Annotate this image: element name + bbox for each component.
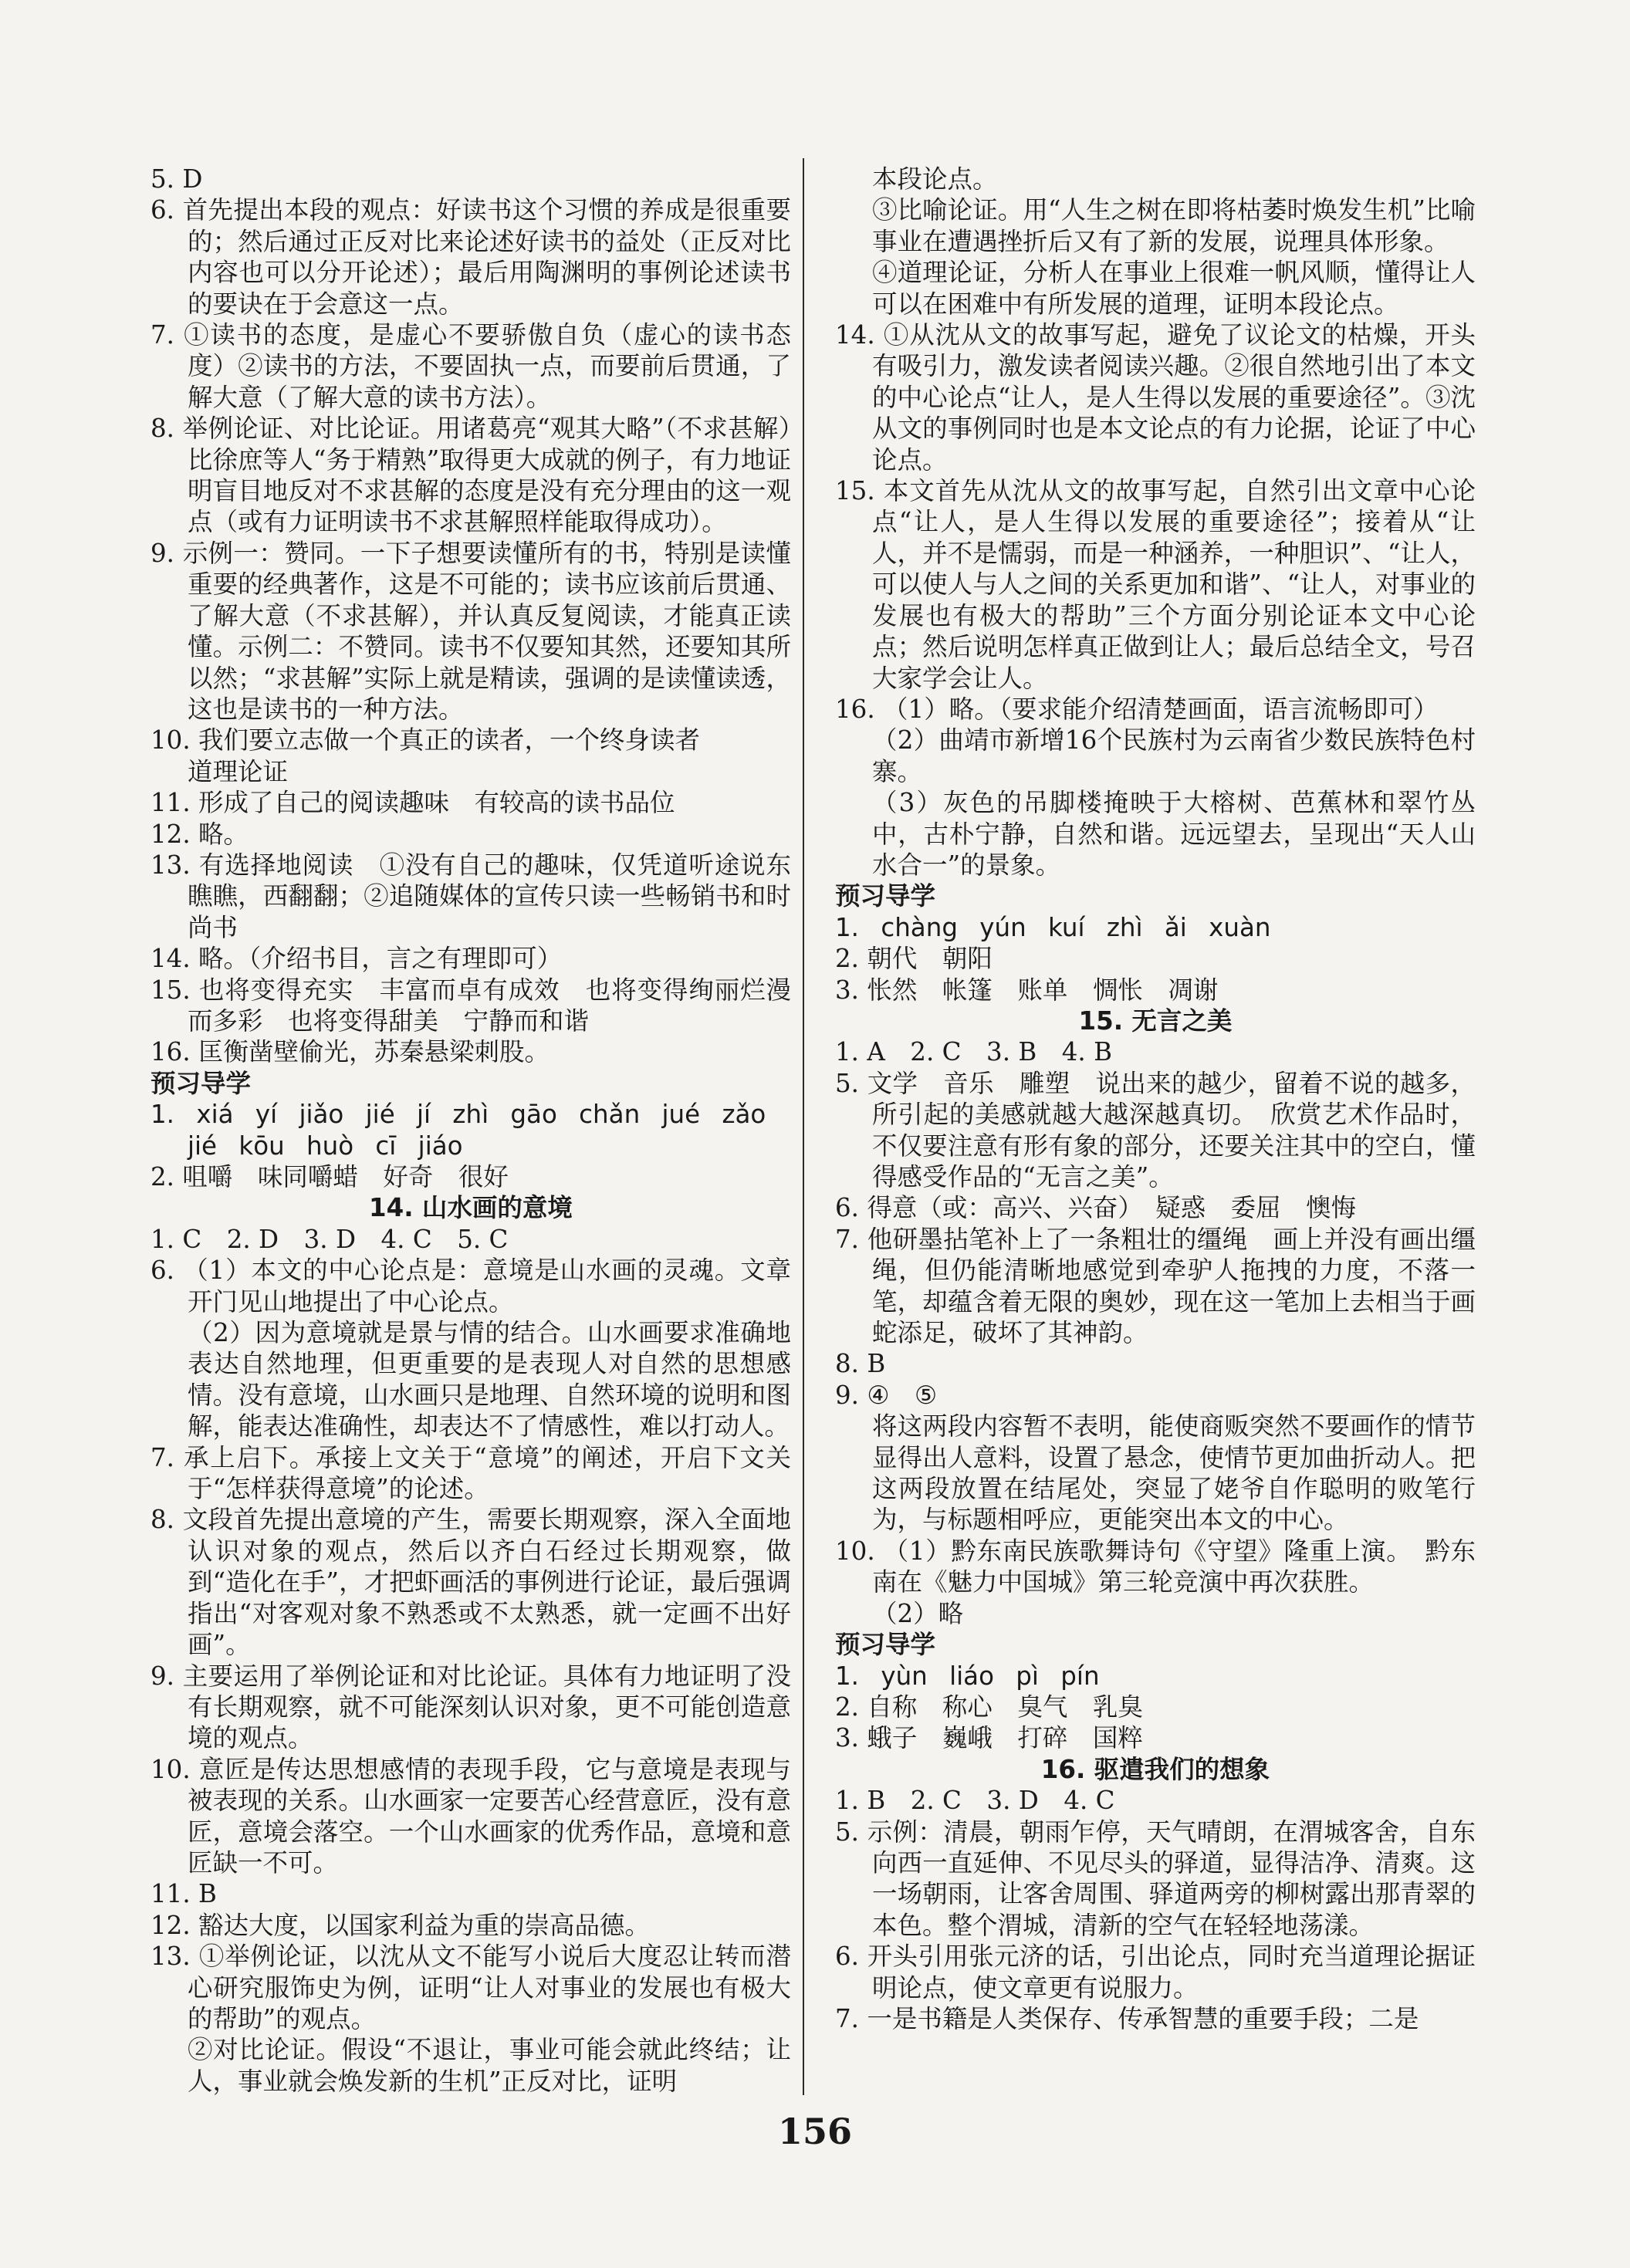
answer-continuation: 道理论证 — [188, 756, 289, 786]
answer-item: 1. yùn liáo pì pín — [835, 1661, 1100, 1691]
answer-item: 1. xiá yí jiǎo jié jí zhì gāo chǎn jué zǎo — [150, 1100, 766, 1130]
answer-item: 3. 蛾子 巍峨 打碎 国粹 — [835, 1723, 1143, 1753]
answer-item: 6. 首先提出本段的观点：好读书这个习惯的养成是很重要的；然后通过正反对比来论述好读书的益处（正反对比内容也可以分开论述）；最后用陶渊明的事例论述读书的要诀在于会意这一点。 — [150, 195, 791, 319]
answer-item: 9. 示例一：赞同。一下子想要读懂所有的书，特别是读懂重要的经典著作，这是不可能的；读书应该前后贯通、了解大意（不求甚解），并认真反复阅读，才能真正读懂。示例二：不赞同。读书不仅要知其然，还要知其所以然；“求甚解”实际上就是精读，强调的是读懂读透，这也是读书的一种方法。 — [150, 538, 791, 724]
answer-item: 7. 他研墨拈笔补上了一条粗壮的缰绳 画上并没有画出缰绳，但仍能清晰地感觉到牵驴人拖拽的力度，不落一笔，却蕴含着无限的奥妙，现在这一笔加上去相当于画蛇添足，破坏了其神韵。 — [835, 1224, 1476, 1348]
answer-item: 15. 也将变得充实 丰富而卓有成效 也将变得绚丽烂漫而多彩 也将变得甜美 宁静而和谐 — [150, 975, 791, 1036]
answer-item: 7. 一是书籍是人类保存、传承智慧的重要手段；二是 — [835, 2003, 1419, 2033]
answer-item: 6. 开头引用张元济的话，引出论点，同时充当道理论据证明论点，使文章更有说服力。 — [835, 1942, 1476, 2003]
answer-item: 14. ①从沈从文的故事写起，避免了议论文的枯燥，开头有吸引力，激发读者阅读兴趣。②很自然地引出了本文的中心论点“让人，是人生得以发展的重要途径”。③沈从文的事例同时也是本文论点的有力论据，论证了中心论点。 — [835, 320, 1476, 475]
answer-continuation: jié kōu huò cī jiáo — [188, 1131, 463, 1161]
right-column — [835, 164, 1476, 2034]
answer-item: 5. D — [150, 164, 203, 194]
answer-continuation: （2）曲靖市新增16个民族村为云南省少数民族特色村寨。 — [872, 725, 1476, 786]
answer-continuation: ④道理论证，分析人在事业上很难一帆风顺，懂得让人可以在困难中有所发展的道理，证明本段论点。 — [872, 258, 1476, 319]
answer-item: 2. 朝代 朝阳 — [835, 944, 993, 974]
answer-continuation: 本段论点。 — [872, 164, 998, 194]
answer-continuation: （2）因为意境就是景与情的结合。山水画要求准确地表达自然地理，但更重要的是表现人对自然的思想感情。没有意境，山水画只是地理、自然环境的说明和图解，能表达准确性，却表达不了情感性，难以打动人。 — [188, 1318, 791, 1442]
answer-item: 15. 本文首先从沈从文的故事写起，自然引出文章中心论点“让人，是人生得以发展的重要途径”；接着从“让人，并不是懦弱，而是一种涵养，一种胆识”、“让人，可以使人与人之间的关系更加和谐”、“让人，对事业的发展也有极大的帮助”三个方面分别论证本文中心论点；然后说明怎样真正做到让人；最后总结全文，号召大家学会让人。 — [835, 476, 1476, 693]
answer-item: 8. 文段首先提出意境的产生，需要长期观察，深入全面地认识对象的观点，然后以齐白石经过长期观察，做到“造化在手”，才把虾画活的事例进行论证，最后强调指出“对客观对象不熟悉或不太熟悉，就一定画不出好画”。 — [150, 1505, 791, 1660]
answer-item: 7. 承上启下。承接上文关于“意境”的阐述，开启下文关于“怎样获得意境”的论述。 — [150, 1442, 791, 1504]
section-heading: 预习导学 — [835, 881, 936, 911]
answer-item: 16. （1）略。（要求能介绍清楚画面，语言流畅即可） — [835, 694, 1439, 724]
answer-item: 1. A 2. C 3. B 4. B — [835, 1037, 1112, 1067]
answer-continuation: ③比喻论证。用“人生之树在即将枯萎时焕发生机”比喻事业在遭遇挫折后又有了新的发展，说理具体形象。 — [872, 195, 1476, 256]
answer-item: 11. B — [150, 1879, 217, 1909]
answer-item: 11. 形成了自己的阅读趣味 有较高的读书品位 — [150, 788, 675, 818]
answer-item: 10. 意匠是传达思想感情的表现手段，它与意境是表现与被表现的关系。山水画家一定要苦心经营意匠，没有意匠，意境会落空。一个山水画家的优秀作品，意境和意匠缺一不可。 — [150, 1754, 791, 1878]
answer-item: 2. 咀嚼 味同嚼蜡 好奇 很好 — [150, 1162, 509, 1191]
answer-item: 16. 匡衡凿壁偷光，苏秦悬梁刺股。 — [150, 1037, 550, 1067]
answer-item: 9. ④ ⑤ — [835, 1380, 938, 1410]
answer-item: 7. ①读书的态度，是虚心不要骄傲自负（虚心的读书态度）②读书的方法，不要固执一点，而要前后贯通，了解大意（了解大意的读书方法）。 — [150, 320, 791, 412]
section-heading: 预习导学 — [835, 1630, 936, 1660]
answer-continuation: 将这两段内容暂不表明，能使商贩突然不要画作的情节显得出人意料，设置了悬念，使情节更加曲折动人。把这两段放置在结尾处，突显了姥爷自作聪明的败笔行为，与标题相呼应，更能突出本文的中心。 — [872, 1411, 1476, 1535]
answer-item: 8. B — [835, 1349, 886, 1379]
answer-item: 12. 豁达大度，以国家利益为重的崇高品德。 — [150, 1910, 651, 1940]
answer-item: 1. chàng yún kuí zhì ǎi xuàn — [835, 912, 1271, 942]
left-column — [150, 164, 791, 2097]
lesson-title: 16. 驱遣我们的想象 — [1040, 1754, 1270, 1784]
page-number: 156 — [777, 2111, 853, 2152]
answer-item: 3. 怅然 帐篷 账单 惆怅 凋谢 — [835, 975, 1219, 1005]
answer-item: 9. 主要运用了举例论证和对比论证。具体有力地证明了没有长期观察，就不可能深刻认识对象，更不可能创造意境的观点。 — [150, 1661, 791, 1753]
answer-item: 1. C 2. D 3. D 4. C 5. C — [150, 1224, 509, 1254]
answer-continuation: （2）略 — [872, 1598, 964, 1628]
answer-continuation: （3）灰色的吊脚楼掩映于大榕树、芭蕉林和翠竹丛中，古朴宁静，自然和谐。远远望去，呈现出“天人山水合一”的景象。 — [872, 788, 1476, 880]
answer-item: 13. 有选择地阅读 ①没有自己的趣味，仅凭道听途说东瞧瞧，西翻翻；②追随媒体的宣传只读一些畅销书和时尚书 — [150, 850, 791, 942]
answer-item: 13. ①举例论证，以沈从文不能写小说后大度忍让转而潜心研究服饰史为例，证明“让人对事业的发展也有极大的帮助”的观点。 — [150, 1942, 791, 2033]
answer-item: 14. 略。（介绍书目，言之有理即可） — [150, 944, 563, 974]
answer-item: 5. 文学 音乐 雕塑 说出来的越少，留着不说的越多，所引起的美感就越大越深越真切。 欣赏艺术作品时，不仅要注意有形有象的部分，还要关注其中的空白，懂得感受作品的“无言之美”。 — [835, 1068, 1476, 1191]
lesson-title: 15. 无言之美 — [1078, 1006, 1233, 1036]
answer-item: 6. 得意（或：高兴、兴奋） 疑惑 委屈 懊悔 — [835, 1193, 1357, 1223]
answer-item: 1. B 2. C 3. D 4. C — [835, 1786, 1115, 1816]
answer-item: 5. 示例：清晨，朝雨乍停，天气晴朗，在渭城客舍，自东向西一直延伸、不见尽头的驿道，显得洁净、清爽。这一场朝雨，让客舍周围、驿道两旁的柳树露出那青翠的本色。整个渭城，清新的空气在轻轻地荡漾。 — [835, 1817, 1476, 1940]
answer-continuation: ②对比论证。假设“不退让，事业可能会就此终结；让人，事业就会焕发新的生机”正反对比，证明 — [188, 2035, 791, 2096]
answer-item: 2. 自称 称心 臭气 乳臭 — [835, 1692, 1143, 1722]
column-divider — [803, 158, 804, 2095]
answer-item: 8. 举例论证、对比论证。用诸葛亮“观其大略”（不求甚解）比徐庶等人“务于精熟”取得更大成就的例子，有力地证明盲目地反对不求甚解的态度是没有充分理由的这一观点（或有力证明读书不求甚解照样能取得成功）。 — [150, 414, 791, 537]
answer-item: 10. 我们要立志做一个真正的读者，一个终身读者 — [150, 725, 701, 755]
answer-item: 10. （1）黔东南民族歌舞诗句《守望》隆重上演。 黔东南在《魅力中国城》第三轮竞演中再次获胜。 — [835, 1536, 1476, 1597]
section-heading: 预习导学 — [150, 1068, 252, 1098]
answer-item: 12. 略。 — [150, 819, 249, 849]
lesson-title: 14. 山水画的意境 — [369, 1193, 573, 1223]
answer-item: 6. （1）本文的中心论点是：意境是山水画的灵魂。文章开门见山地提出了中心论点。 — [150, 1256, 791, 1317]
